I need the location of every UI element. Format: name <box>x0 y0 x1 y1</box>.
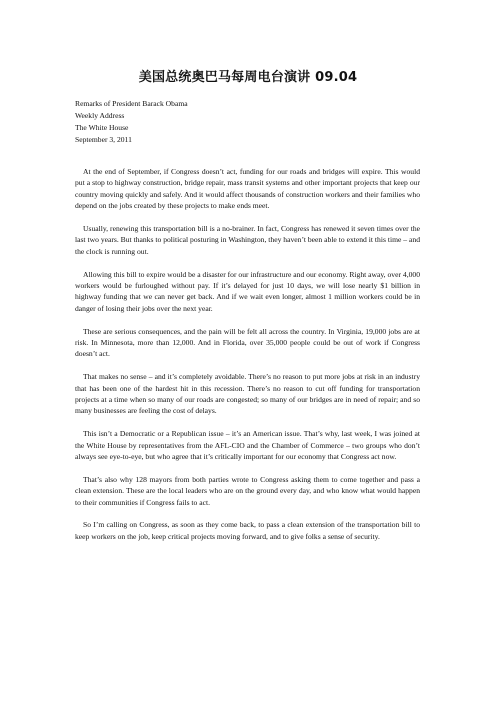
page-title: 美国总统奥巴马每周电台演讲 09.04 <box>138 70 358 85</box>
document-body <box>75 166 420 554</box>
header-line-date: September 3, 2011 <box>75 135 132 144</box>
paragraph-2: Usually, renewing this transportation bill is a no-brainer. In fact, Congress has renewed it seven times over the last two years. But thanks to political posturing in Washington, they haven’t been able to extend it this time – and the clock is running out. <box>75 224 420 256</box>
paragraph-8: So I’m calling on Congress, as soon as they come back, to pass a clean extension of the transportation bill to keep workers on the job, keep critical projects moving forward, and to give folks a sense of security. <box>75 520 420 541</box>
paragraph-1: At the end of September, if Congress doesn’t act, funding for our roads and bridges will expire. This would put a stop to highway construction, bridge repair, mass transit systems and other important projects that keep our country moving quickly and safely. And it would affect thousands of construction workers and their families who depend on the jobs created by these projects to make ends meet. <box>75 167 420 211</box>
paragraph-6: This isn’t a Democratic or a Republican issue – it’s an American issue. That’s why, last week, I was joined at the White House by representatives from the AFL-CIO and the Chamber of Commerce – two groups who don’t always see eye-to-eye, but who agree that it’s critically important for our economy that Congress act now. <box>75 429 420 462</box>
document-header <box>75 98 425 146</box>
paragraph-5: That makes no sense – and it’s completely avoidable. There’s no reason to put more jobs at risk in an industry that has been one of the hardest hit in this recession. There’s no reason to cut off funding for transportation projects at a time when so many of our roads are congested; so many of our bridges are in need of repair; and so many businesses are feeling the cost of delays. <box>75 372 420 416</box>
header-line-address: Weekly Address <box>75 111 125 120</box>
paragraph-7: That’s also why 128 mayors from both parties wrote to Congress asking them to come together and pass a clean extension. These are the local leaders who are on the ground every day, and who know what would happen to their communities if Congress fails to act. <box>75 474 420 507</box>
header-line-location: The White House <box>75 123 129 132</box>
paragraph-4: These are serious consequences, and the pain will be felt all across the country. In Virginia, 19,000 jobs are at risk. In Minnesota, more than 12,000. And in Florida, over 35,000 people could be out of work if Congress doesn’t act. <box>75 326 420 359</box>
header-line-remarks: Remarks of President Barack Obama <box>75 99 188 108</box>
paragraph-3: Allowing this bill to expire would be a disaster for our infrastructure and our economy. Right away, over 4,000 workers would be furloughed without pay. If it’s delayed for just 10 days, we will lose nearly $1 billion in highway funding that we can never get back. And if we wait even longer, almost 1 million workers could be in danger of losing their jobs over the next year. <box>75 269 420 313</box>
